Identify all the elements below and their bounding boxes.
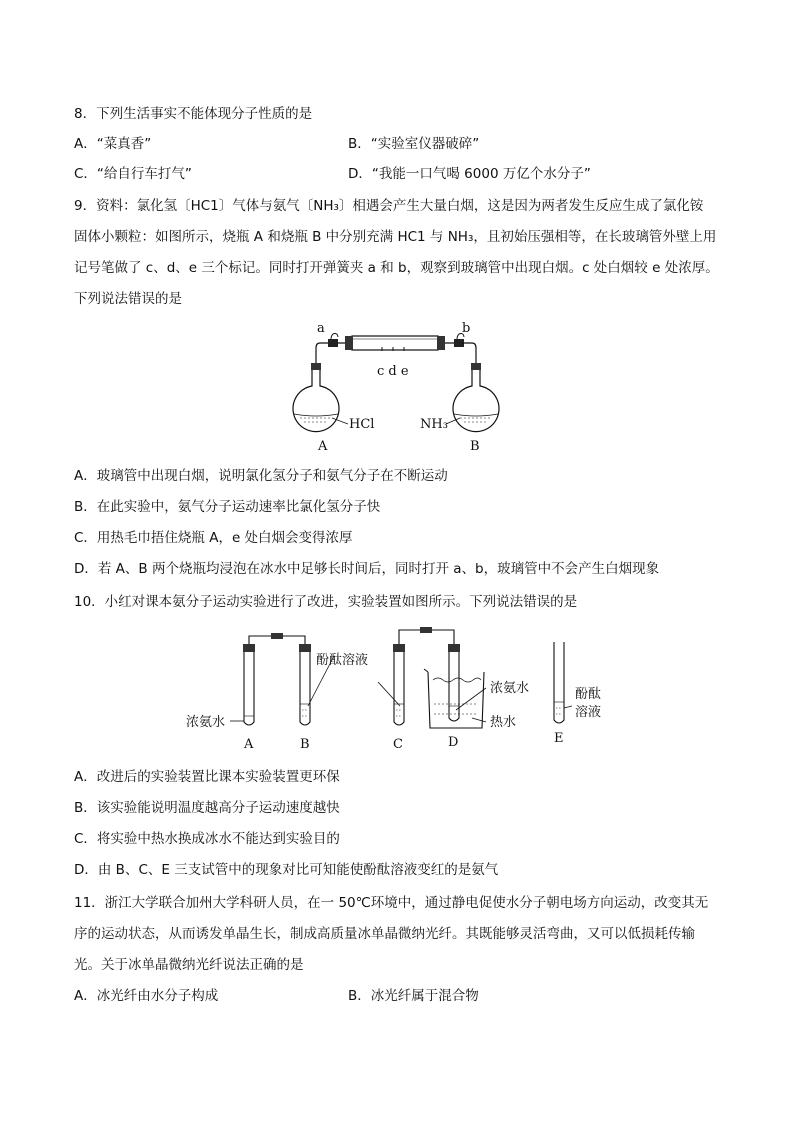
tube-d [448,644,460,721]
marks-label: c d e [377,364,409,379]
q8-option-d: D．“我能一口气喝 6000 万亿个水分子” [348,166,591,182]
tube-e [554,642,564,723]
q9-stem-line-3: 记号笔做了 c、d、e 三个标记。同时打开弹簧夹 a 和 b，观察到玻璃管中出现白烟。c 处白烟较 e 处浓厚。 [74,260,719,276]
q10-option-d: D．由 B、C、E 三支试管中的现象对比可知能使酚酞溶液变红的是氨气 [74,862,499,878]
q8-option-c: C．“给自行车打气” [74,166,192,182]
q9-option-d: D．若 A、B 两个烧瓶均浸泡在冰水中足够长时间后，同时打开 a、b，玻璃管中不会产生白烟现象 [74,561,660,577]
q10-option-b: B．该实验能说明温度越高分子运动速度越快 [74,800,340,816]
q11-stem-line-3: 光。关于冰单晶微纳光纤说法正确的是 [74,957,304,973]
phenolphthalein-label-2b: 溶液 [575,705,602,720]
q10-apparatus-figure [180,624,620,754]
q10-option-a: A．改进后的实验装置比课本实验装置更环保 [74,769,340,785]
q9-option-c: C．用热毛巾捂住烧瓶 A，e 处白烟会变得浓厚 [74,530,353,546]
phenolphthalein-label-2a: 酚酞 [575,687,602,702]
q10-option-c: C．将实验中热水换成冰水不能达到实验目的 [74,831,340,847]
q11-stem-line-1: 11．浙江大学联合加州大学科研人员，在一 50℃环境中，通过静电促使水分子朝电场方向运动，改变其无 [74,895,709,911]
ammonia-label-2: 浓氨水 [490,681,530,696]
q9-stem-line-4: 下列说法错误的是 [74,291,182,307]
tube-e-label: E [554,731,564,746]
ammonia-label-1: 浓氨水 [186,715,226,730]
tube-b [299,644,311,725]
q11-option-b: B．冰光纤属于混合物 [348,988,479,1004]
tube-stopper-right [437,336,445,350]
phenolphthalein-label-1: 酚酞溶液 [316,653,369,668]
clip-b-label: b [462,321,471,336]
flask-b [453,363,499,432]
hcl-label: HCl [349,417,375,432]
q8-option-b: B．“实验室仪器破碎” [348,136,480,152]
flask-a [293,363,339,432]
tube-a-label: A [244,737,254,752]
q9-stem-line-1: 9．资料：氯化氢〔HC1〕气体与氨气〔NH₃〕相遇会产生大量白烟，这是因为两者发生反应生成了氯化铵 [74,198,704,214]
hot-water-label: 热水 [490,715,517,730]
tube-b-label: B [300,737,310,752]
tube-a [243,644,255,725]
q9-option-b: B．在此实验中，氨气分子运动速率比氯化氢分子快 [74,499,381,515]
q8-option-a: A．“菜真香” [74,136,152,152]
tube-stopper-left [345,336,353,350]
q9-option-a: A．玻璃管中出现白烟，说明氯化氢分子和氨气分子在不断运动 [74,468,448,484]
q11-option-a: A．冰光纤由水分子构成 [74,988,219,1004]
nh3-label: NH₃ [420,417,448,432]
glass-tube [352,336,438,350]
q11-stem-line-2: 序的运动状态，从而诱发单晶生长，制成高质量冰单晶微纳光纤。其既能够灵活弯曲，又可以低损耗传输 [74,926,695,942]
q8-stem: 8．下列生活事实不能体现分子性质的是 [74,106,313,122]
q10-stem: 10．小红对课本氨分子运动实验进行了改进，实验装置如图所示。下列说法错误的是 [74,594,578,610]
flask-b-label: B [470,439,480,454]
beaker-d-label: D [448,735,459,750]
q9-apparatus-figure [290,318,510,458]
flask-a-label: A [318,439,328,454]
q9-stem-line-2: 固体小颗粒：如图所示，烧瓶 A 和烧瓶 B 中分别充满 HC1 与 NH₃，且初始压强相等，在长玻璃管外壁上用 [74,229,717,245]
clip-a-label: a [317,321,325,336]
clip-a [328,339,338,347]
tube-c-label: C [393,737,403,752]
tube-c [393,644,405,725]
